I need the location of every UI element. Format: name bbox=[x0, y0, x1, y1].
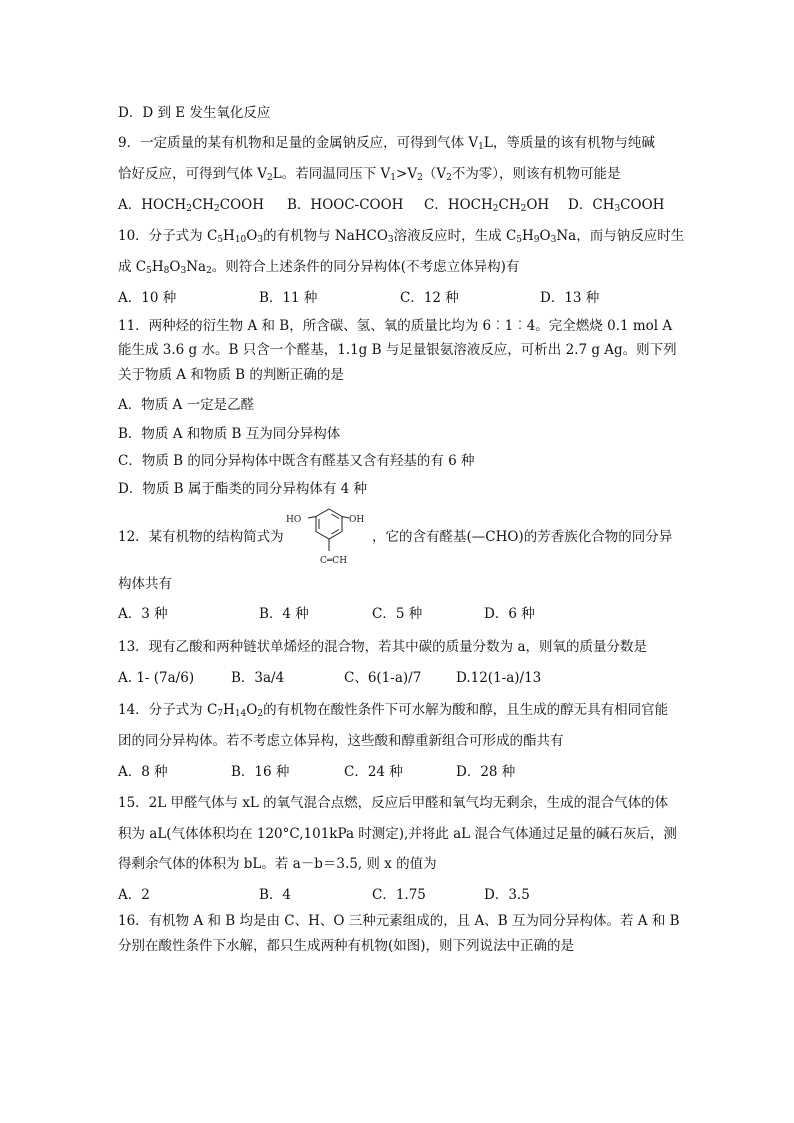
q12-stem-post: ，它的含有醛基(—CHO)的芳香族化合物的同分异 bbox=[372, 529, 673, 545]
q11-option-a: A．物质 A 一定是乙醛 bbox=[118, 397, 255, 413]
q16-stem-line1: 16．有机物 A 和 B 均是由 C、H、O 三种元素组成的，且 A、B 互为同分异构体。若 A 和 B bbox=[118, 913, 680, 929]
mol-vinyl-label: C═CH bbox=[320, 556, 348, 566]
q13-option-b: B．3a/4 bbox=[231, 670, 285, 686]
q12-option-b: B．4 种 bbox=[259, 606, 309, 622]
q10-option-b: B．11 种 bbox=[259, 290, 318, 306]
q15-option-a: A．2 bbox=[118, 887, 150, 903]
q13-stem: 13．现有乙酸和两种链状单烯烃的混合物，若其中碳的质量分数为 a，则氧的质量分数是 bbox=[118, 639, 648, 655]
q9-stem-line1: 9．一定质量的某有机物和足量的金属钠反应，可得到气体 $V_1L$，等质量的该有机物与纯碱 bbox=[118, 135, 655, 152]
q9-stem-line2: 恰好反应，可得到气体 $V_2L$。若同温同压下 $V_1>V_2(V_2$不为零），则该有机物可能是 bbox=[118, 166, 621, 183]
q10-option-a: A．10 种 bbox=[118, 290, 177, 306]
q14-stem-line1: 14．分子式为 $C_7H_{14}O_2$的有机物在酸性条件下可水解为酸和醇，且生成的醇无具有相同官能 bbox=[118, 702, 669, 719]
q8-option-d: D．D 到 E 发生氧化反应 bbox=[118, 105, 271, 121]
q13-option-c: C、6(1-a)/7 bbox=[344, 670, 422, 686]
q12-stem-pre: 12．某有机物的结构简式为 bbox=[118, 529, 284, 545]
mol-ho-label: HO bbox=[286, 515, 302, 525]
q12-structure-diagram bbox=[286, 507, 372, 569]
q14-option-a: A．8 种 bbox=[118, 764, 168, 780]
q15-option-c: C．1.75 bbox=[372, 887, 426, 903]
q13-option-d: D.12(1-a)/13 bbox=[456, 670, 542, 686]
benzene-ring bbox=[316, 509, 342, 539]
q16-stem-line2: 分别在酸性条件下水解，都只生成两种有机物(如图)，则下列说法中正确的是 bbox=[118, 938, 575, 954]
q15-stem-line2: 积为 aL(气体体积均在 120°C,101kPa 时测定),并将此 aL 混合气体通过足量的碱石灰后，测 bbox=[118, 826, 677, 842]
q11-option-c: C．物质 B 的同分异构体中既含有醛基又含有羟基的有 6 种 bbox=[118, 453, 475, 469]
q9-option-c: C．$HOCH_2CH_2OH$ bbox=[424, 197, 550, 214]
q15-option-b: B．4 bbox=[259, 887, 292, 903]
q11-option-d: D．物质 B 属于酯类的同分异构体有 4 种 bbox=[118, 481, 367, 497]
q12-option-d: D．6 种 bbox=[484, 606, 535, 622]
q10-stem-line2: 成 $C_5H_8O_3Na_2$。则符合上述条件的同分异构体(不考虑立体异构)有 bbox=[118, 259, 520, 276]
q10-option-d: D．13 种 bbox=[540, 290, 600, 306]
q11-option-b: B．物质 A 和物质 B 互为同分异构体 bbox=[118, 426, 341, 442]
q14-option-d: D．28 种 bbox=[456, 764, 516, 780]
q12-stem-line2: 构体共有 bbox=[118, 576, 172, 592]
q14-stem-line2: 团的同分异构体。若不考虑立体异构，这些酸和醇重新组合可形成的酯共有 bbox=[118, 733, 564, 749]
q9-option-a: A．$HOCH_2CH_2COOH$ bbox=[118, 197, 265, 214]
mol-oh-label: OH bbox=[349, 515, 365, 525]
q10-option-c: C．12 种 bbox=[400, 290, 459, 306]
q14-option-c: C．24 种 bbox=[344, 764, 403, 780]
q12-option-a: A．3 种 bbox=[118, 606, 168, 622]
q15-stem-line3: 得剩余气体的体积为 bL。若 a－b＝3.5, 则 x 的值为 bbox=[118, 856, 437, 872]
q15-option-d: D．3.5 bbox=[484, 887, 530, 903]
q12-option-c: C．5 种 bbox=[372, 606, 423, 622]
q9-option-b: B．HOOC-COOH bbox=[287, 197, 404, 213]
q11-stem-line1: 11．两种烃的衍生物 A 和 B，所含碳、氢、氧的质量比均为 6︰1︰4。完全燃烧 0.1 mol A bbox=[118, 318, 673, 334]
q11-stem-line2: 能生成 3.6 g 水。B 只含一个醛基，1.1g B 与足量银氨溶液反应，可析出 2.7 g Ag。则下列 bbox=[118, 342, 677, 358]
q15-stem-line1: 15．2L 甲醛气体与 xL 的氧气混合点燃，反应后甲醛和氧气均无剩余，生成的混合气体的体 bbox=[118, 795, 669, 811]
q10-stem-line1: 10．分子式为 $C_5H_{10}O_3$的有机物与 NaHCO$_3$溶液反应时，生成 $C_5H_9O_3Na$，而与钠反应时生 bbox=[118, 228, 685, 245]
q13-option-a: A. 1- (7a/6) bbox=[118, 670, 195, 686]
q14-option-b: B．16 种 bbox=[231, 764, 290, 780]
q11-stem-line3: 关于物质 A 和物质 B 的判断正确的是 bbox=[118, 367, 344, 383]
q9-option-d: D．$CH_3COOH$ bbox=[568, 197, 665, 214]
